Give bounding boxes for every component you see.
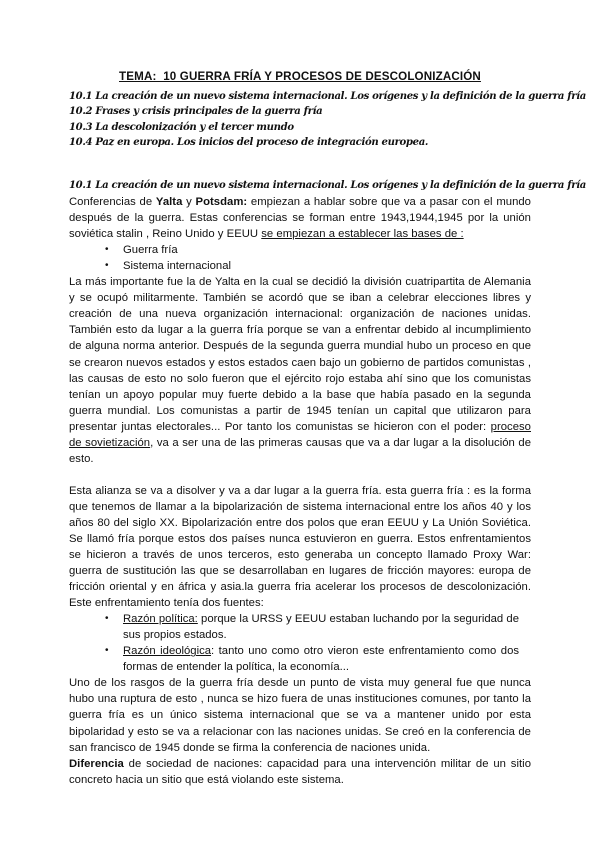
bold-yalta: Yalta xyxy=(155,196,183,209)
list-item xyxy=(105,611,531,643)
bold-diferencia: Diferencia xyxy=(69,757,124,770)
text-run: La más importante fue la de Yalta en la cual se decidió la división cuatripartita de Alemania y se ocupó militarmente. También se acordó que se iban a celebrar elecciones libres y creación de una nueva organización internacional: organización de naciones unidas. También esto da lugar a la guerra fría porque se van a enfrentar debido al incumplimiento de alguna norma anterior. Después de la segunda guerra mundial hubo un proceso en que se crearon nuevos estados y estos estados caen bajo un gobierno de partidos comunistas , las causas de esto no solo fueron que el ejército rojo estaba ahí sino que los comunistas tenían un apoyo popular muy fuerte debido a la base que había pasado en la segunda guerra mundial. Los comunistas a partir de 1945 tenían un capital que utilizaron para presentar juntas electorales... Por tanto los comunistas se hicieron con el poder: xyxy=(69,276,531,433)
paragraph-alianza: Esta alianza se va a disolver y va a dar lugar a la guerra fría. esta guerra fría : es la forma que tenemos de llamar a la bipolarización de sistema internacional entre los años 40 y los años 80 del siglo XX. Bipolarización entre dos polos que eran EEUU y La Unión Soviética. Se llamó fría porque estos dos países nunca estuvieron en guerra. Estos enfrentamientos se hicieron a través de unos terceros, esto generaba un concepto llamado Proxy War: guerra de sustitución las que se desarrollaban en lugares de fricción mayores: europa de fricción oriental y en áfrica y asia.la guerra fria acelerar los procesos de descolonización. Este enfrentamiento tenía dos fuentes: xyxy=(69,484,531,610)
toc-item-3: 10.3 La descolonización y el tercer mundo xyxy=(69,120,294,133)
underline-razon-ideologica: Razón ideológica xyxy=(123,645,212,658)
paragraph-spacer xyxy=(69,467,531,483)
text-run: : tanto uno como otro vieron este enfrentamiento como dos formas de entender la política, la economía... xyxy=(123,645,519,674)
underline-bases: se empiezan a establecer las bases de : xyxy=(261,228,464,241)
bullet-list-bases xyxy=(69,242,531,274)
text-run: , va a ser una de las primeras causas que va a dar lugar a la disolución de esto. xyxy=(69,436,532,465)
paragraph-conferencias xyxy=(69,194,531,242)
table-of-contents xyxy=(69,89,586,151)
section-spacer xyxy=(69,151,531,178)
paragraph-yalta-detalle xyxy=(69,274,531,467)
toc-item-1: 10.1 La creación de un nuevo sistema internacional. Los orígenes y la definición de la guerra fría xyxy=(69,90,586,102)
text-run: Conferencias de xyxy=(69,196,156,209)
list-item: • Guerra fría xyxy=(105,242,531,258)
bullet-list-fuentes xyxy=(69,611,531,675)
text-run: de sociedad de naciones: capacidad para una intervención militar de un sitio concreto hacia un sitio que está violando este sistema. xyxy=(69,757,531,786)
toc-item-4: 10.4 Paz en europa. Los inicios del proceso de integración europea. xyxy=(69,136,429,149)
text-run: porque la URSS y EEUU estaban luchando por la seguridad de sus propios estados. xyxy=(123,613,519,642)
page-title: TEMA: 10 GUERRA FRÍA Y PROCESOS DE DESCOLONIZACIÓN xyxy=(119,70,481,83)
bold-potsdam: Potsdam: xyxy=(195,196,248,209)
section-heading-10-1: 10.1 La creación de un nuevo sistema internacional. Los orígenes y la definición de la guerra fría xyxy=(69,178,586,191)
toc-item-2: 10.2 Frases y crisis principales de la guerra fría xyxy=(69,105,323,118)
paragraph-diferencia xyxy=(69,756,531,788)
list-item: • Sistema internacional xyxy=(105,258,531,274)
list-item xyxy=(105,643,531,675)
text-run: y xyxy=(182,196,196,209)
paragraph-rasgos: Uno de los rasgos de la guerra fría desde un punto de vista muy general fue que nunca hubo una ruptura de esto , nunca se hizo fuera de unas instituciones comunes, por tanto la guerra fría es un único sistema internacional que se va a mantener unido por esta bipolaridad y esto se va a relacionar con las naciones unidas. Se creó en la conferencia de san francisco de 1945 donde se firma la conferencia de naciones unida. xyxy=(69,677,531,754)
underline-sovietizacion: proceso de sovietización xyxy=(69,420,531,449)
underline-razon-politica: Razón política: xyxy=(123,613,198,626)
text-run: empiezan a hablar sobre que va a pasar con el mundo después de la guerra. Estas conferencias se forman entre 1943,1944,1945 por la unión soviética stalin , Reino Unido y EEUU xyxy=(69,196,531,241)
